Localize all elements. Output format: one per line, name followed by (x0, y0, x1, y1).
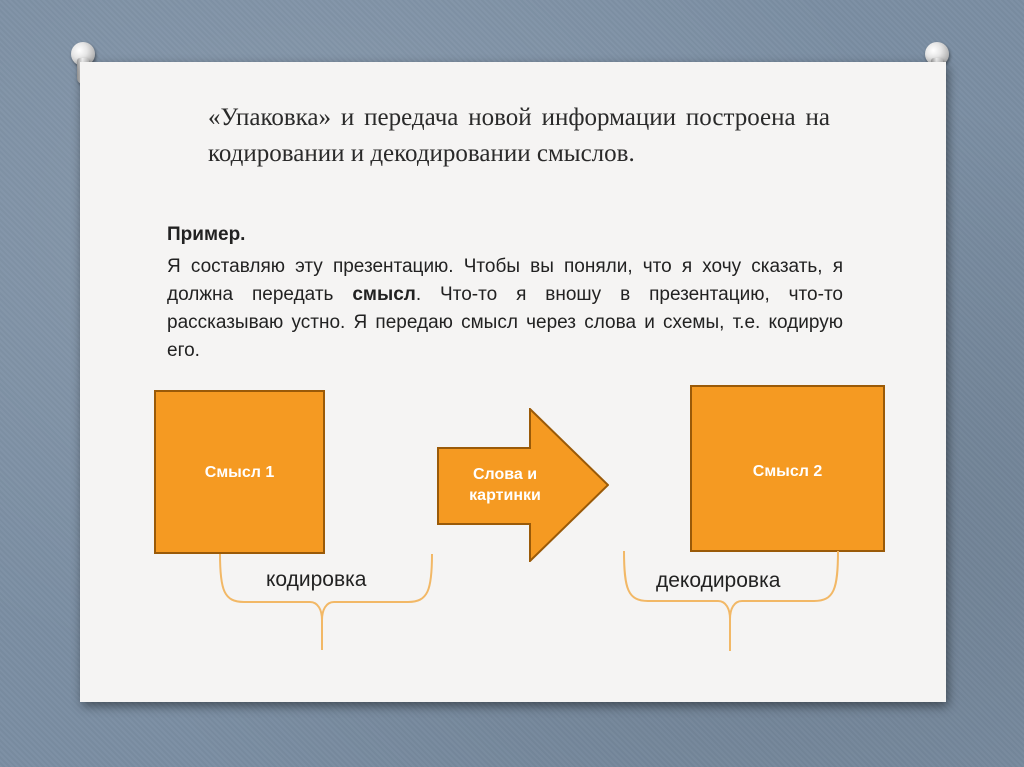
meaning-2-box (690, 385, 885, 552)
curly-brace-icon (218, 552, 434, 652)
meaning-2-label: Смысл 2 (752, 463, 823, 480)
meaning-1-box (154, 390, 325, 554)
encoding-label: кодировка (266, 568, 367, 591)
slide-heading: «Упаковка» и передача новой информации построена на кодировании и декодировании смыслов. (208, 104, 830, 167)
encoding-bracket (218, 552, 434, 652)
meaning-1-label: Смысл 1 (204, 464, 275, 481)
example-paragraph (167, 253, 843, 365)
example-title: Пример. (167, 224, 246, 245)
arrow-label (437, 464, 573, 506)
example-text-bold: смысл (352, 284, 416, 305)
example-text-after: . Что-то я вношу в презентацию, что-то рассказываю устно. Я передаю смысл через слова и схемы, т.е. кодирую его. (167, 284, 843, 361)
example-text-before: Я составляю эту презентацию. Чтобы вы поняли, что я хочу сказать, я должна передать (167, 256, 843, 305)
decoding-bracket (622, 549, 840, 653)
arrow-label-line-2: картинки (469, 487, 541, 504)
curly-brace-icon (622, 549, 840, 653)
decoding-label: декодировка (656, 569, 781, 592)
words-and-pictures-arrow (437, 408, 609, 562)
arrow-label-line-1: Слова и (472, 466, 538, 483)
